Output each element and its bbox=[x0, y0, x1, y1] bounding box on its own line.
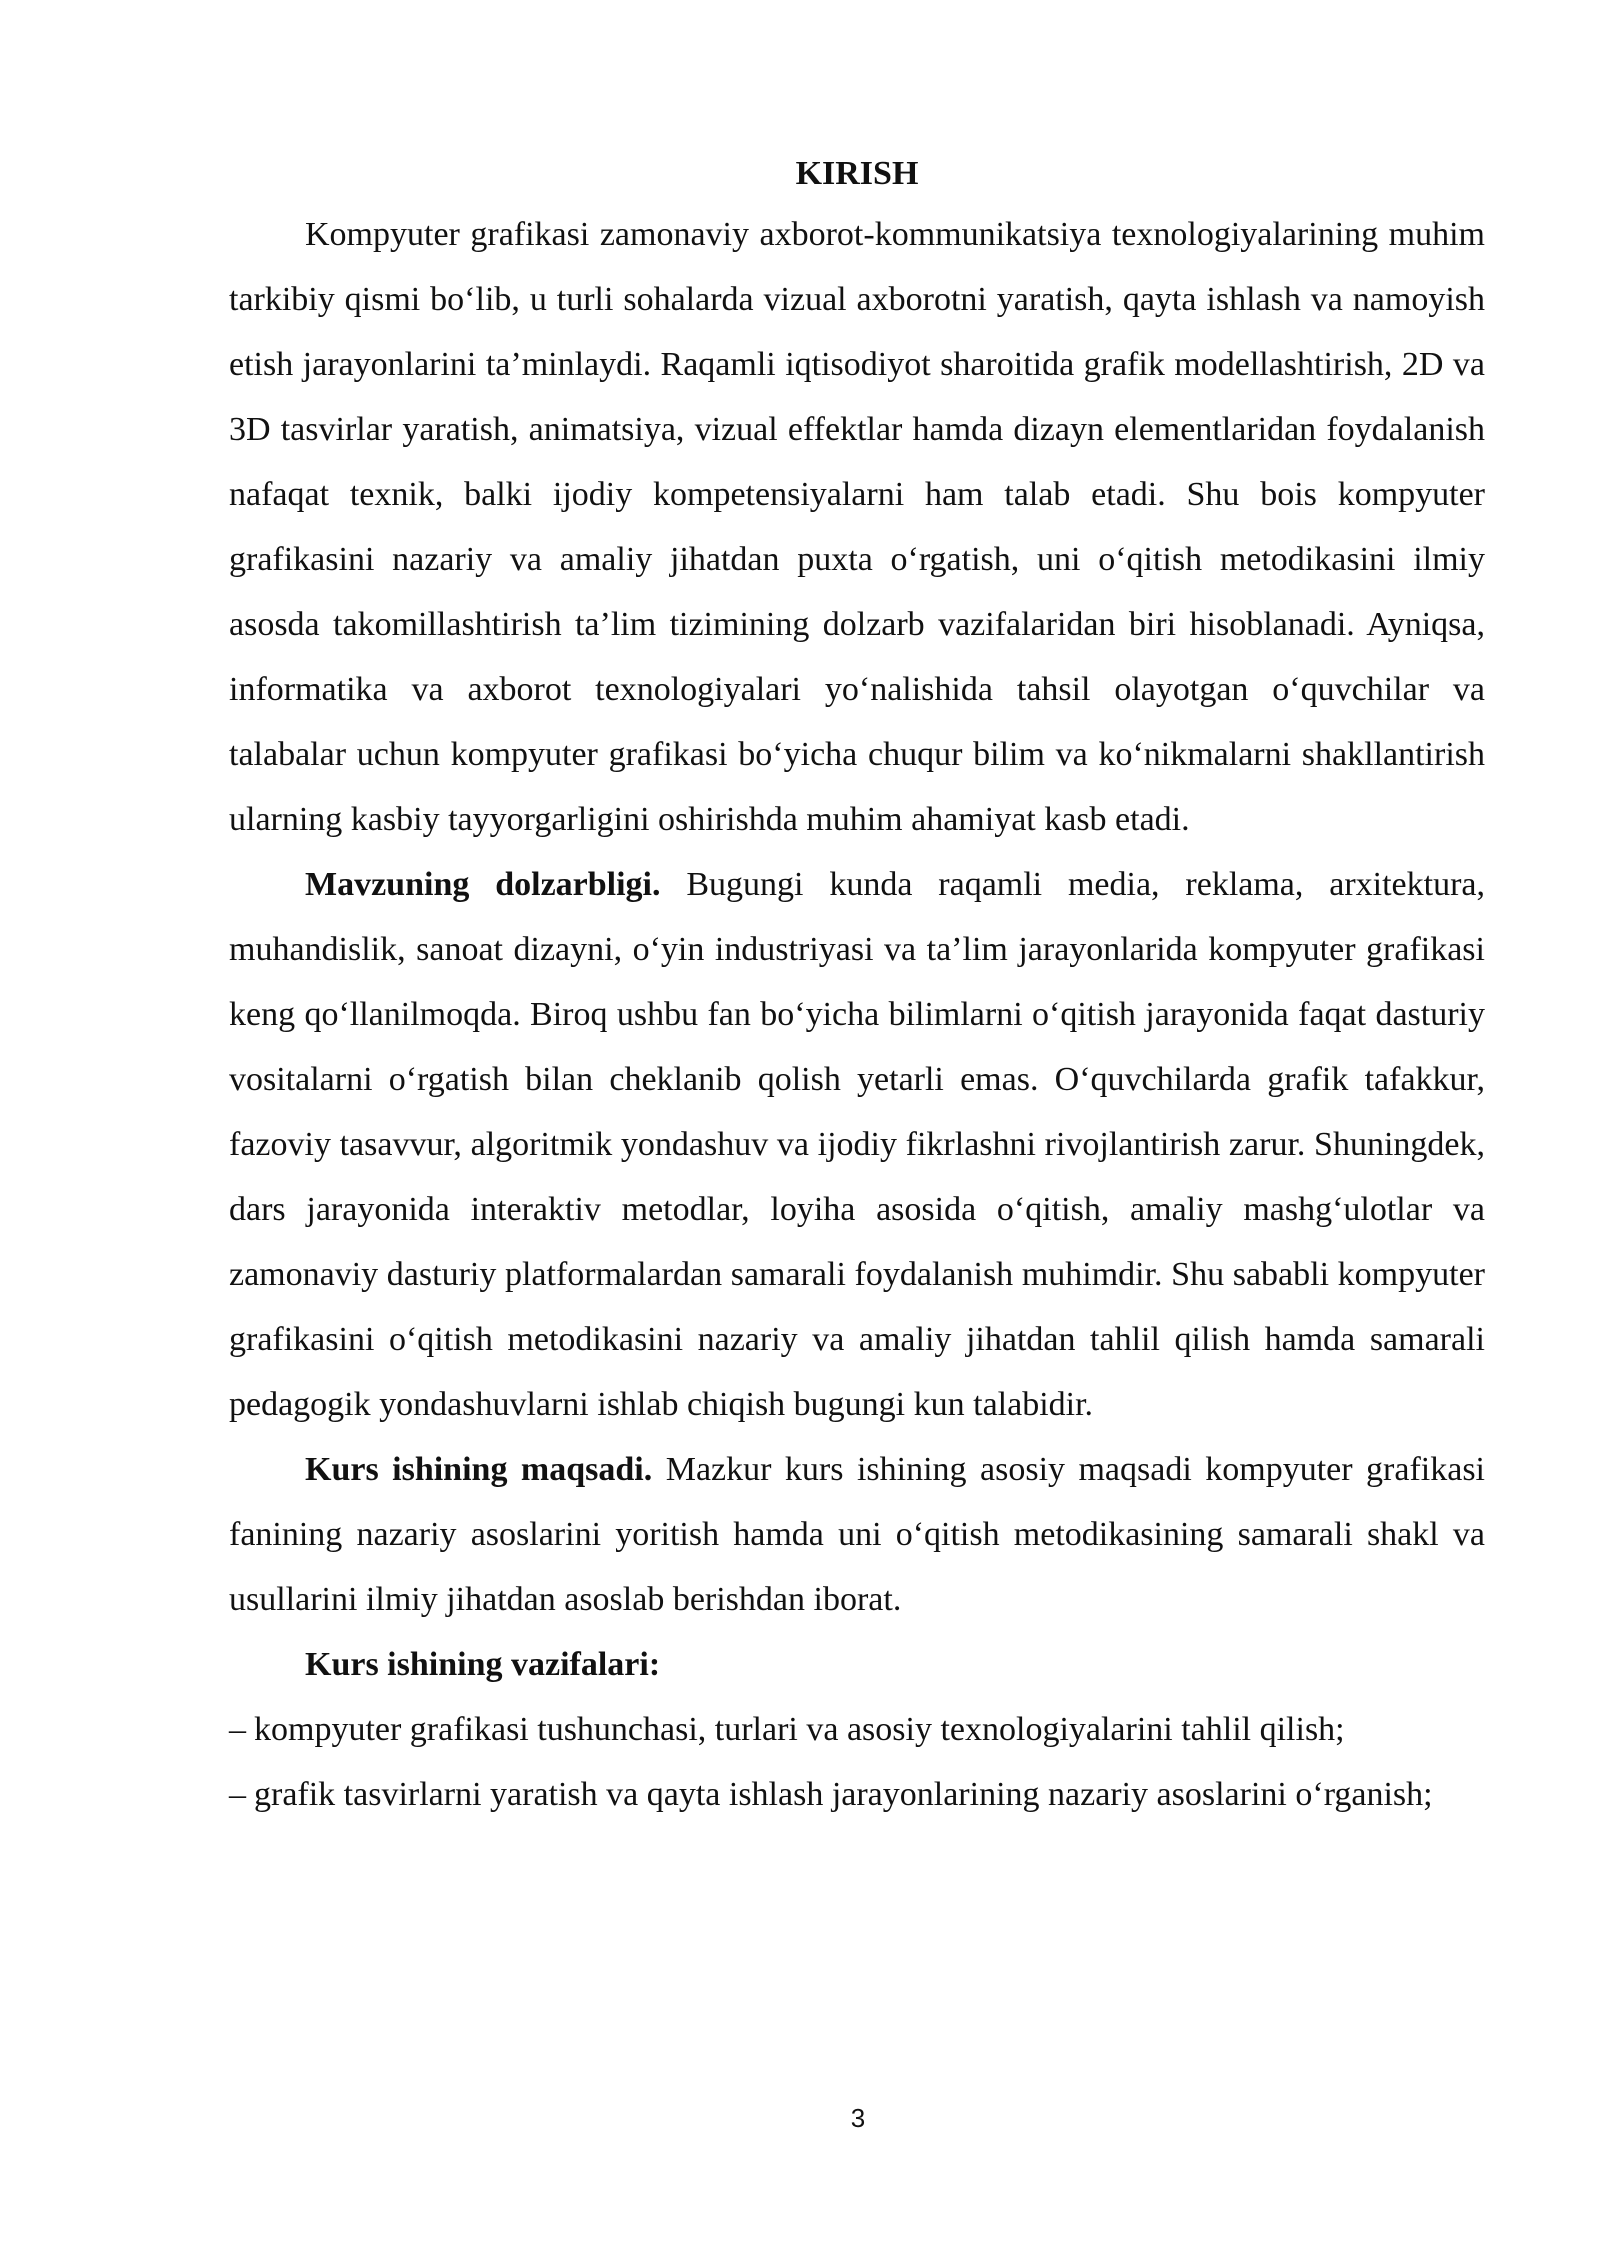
task-item bbox=[229, 1762, 1485, 1827]
page-content bbox=[229, 148, 1485, 1827]
relevance-paragraph bbox=[229, 852, 1485, 1437]
section-title: KIRISH bbox=[795, 155, 919, 192]
task-text: kompyuter grafikasi tushunchasi, turlari va asosiy texnologiyalarini tahlil qilish; bbox=[254, 1711, 1345, 1748]
relevance-text: Bugungi kunda raqamli media, reklama, arxitektura, muhandislik, sanoat dizayni, o‘yin industriyasi va ta’lim jarayonlarida kompyuter grafikasi keng qo‘llanilmoqda. Biroq ushbu fan bo‘yicha bilimlarni o‘qitish jarayonida faqat dasturiy vositalarni o‘rgatish bilan cheklanib qolish yetarli emas. O‘quvchilarda grafik tafakkur, fazoviy tasavvur, algoritmik yondashuv va ijodiy fikrlashni rivojlantirish zarur. Shuningdek, dars jarayonida interaktiv metodlar, loyiha asosida o‘qitish, amaliy mashg‘ulotlar va zamonaviy dasturiy platformalardan samarali foydalanish muhimdir. Shu sababli kompyuter grafikasini o‘qitish metodikasini nazariy va amaliy jihatdan tahlil qilish hamda samarali pedagogik yondashuvlarni ishlab chiqish bugungi kun talabidir. bbox=[229, 866, 1486, 1423]
goal-paragraph bbox=[229, 1437, 1485, 1632]
task-item bbox=[229, 1697, 1485, 1762]
task-text: grafik tasvirlarni yaratish va qayta ishlash jarayonlarining nazariy asoslarini o‘rganish; bbox=[254, 1776, 1433, 1813]
tasks-heading: Kurs ishining vazifalari: bbox=[305, 1646, 661, 1683]
task-dash: – bbox=[229, 1711, 246, 1748]
intro-paragraph: Kompyuter grafikasi zamonaviy axborot-kommunikatsiya texnologiyalarining muhim tarkibiy qismi bo‘lib, u turli sohalarda vizual axborotni yaratish, qayta ishlash va namoyish etish jarayonlarini ta’minlaydi. Raqamli iqtisodiyot sharoitida grafik modellashtirish, 2D va 3D tasvirlar yaratish, animatsiya, vizual effektlar hamda dizayn elementlaridan foydalanish nafaqat texnik, balki ijodiy kompetensiyalarni ham talab etadi. Shu bois kompyuter grafikasini nazariy va amaliy jihatdan puxta o‘rgatish, uni o‘qitish metodikasini ilmiy asosda takomillashtirish ta’lim tizimining dolzarb vazifalaridan biri hisoblanadi. Ayniqsa, informatika va axborot texnologiyalari yo‘nalishida tahsil olayotgan o‘quvchilar va talabalar uchun kompyuter grafikasi bo‘yicha chuqur bilim va ko‘nikmalarni shakllantirish ularning kasbiy tayyorgarligini oshirishda muhim ahamiyat kasb etadi. bbox=[229, 216, 1485, 838]
page-number: 3 bbox=[850, 2103, 866, 2133]
task-dash: – bbox=[229, 1776, 246, 1813]
goal-text: Mazkur kurs ishining asosiy maqsadi kompyuter grafikasi fanining nazariy asoslarini yoritish hamda uni o‘qitish metodikasining samarali shakl va usullarini ilmiy jihatdan asoslab berishdan iborat. bbox=[229, 1451, 1486, 1618]
tasks-list bbox=[229, 1697, 1485, 1827]
relevance-label: Mavzuning dolzarbligi. bbox=[305, 866, 661, 903]
goal-label: Kurs ishining maqsadi. bbox=[305, 1451, 653, 1488]
